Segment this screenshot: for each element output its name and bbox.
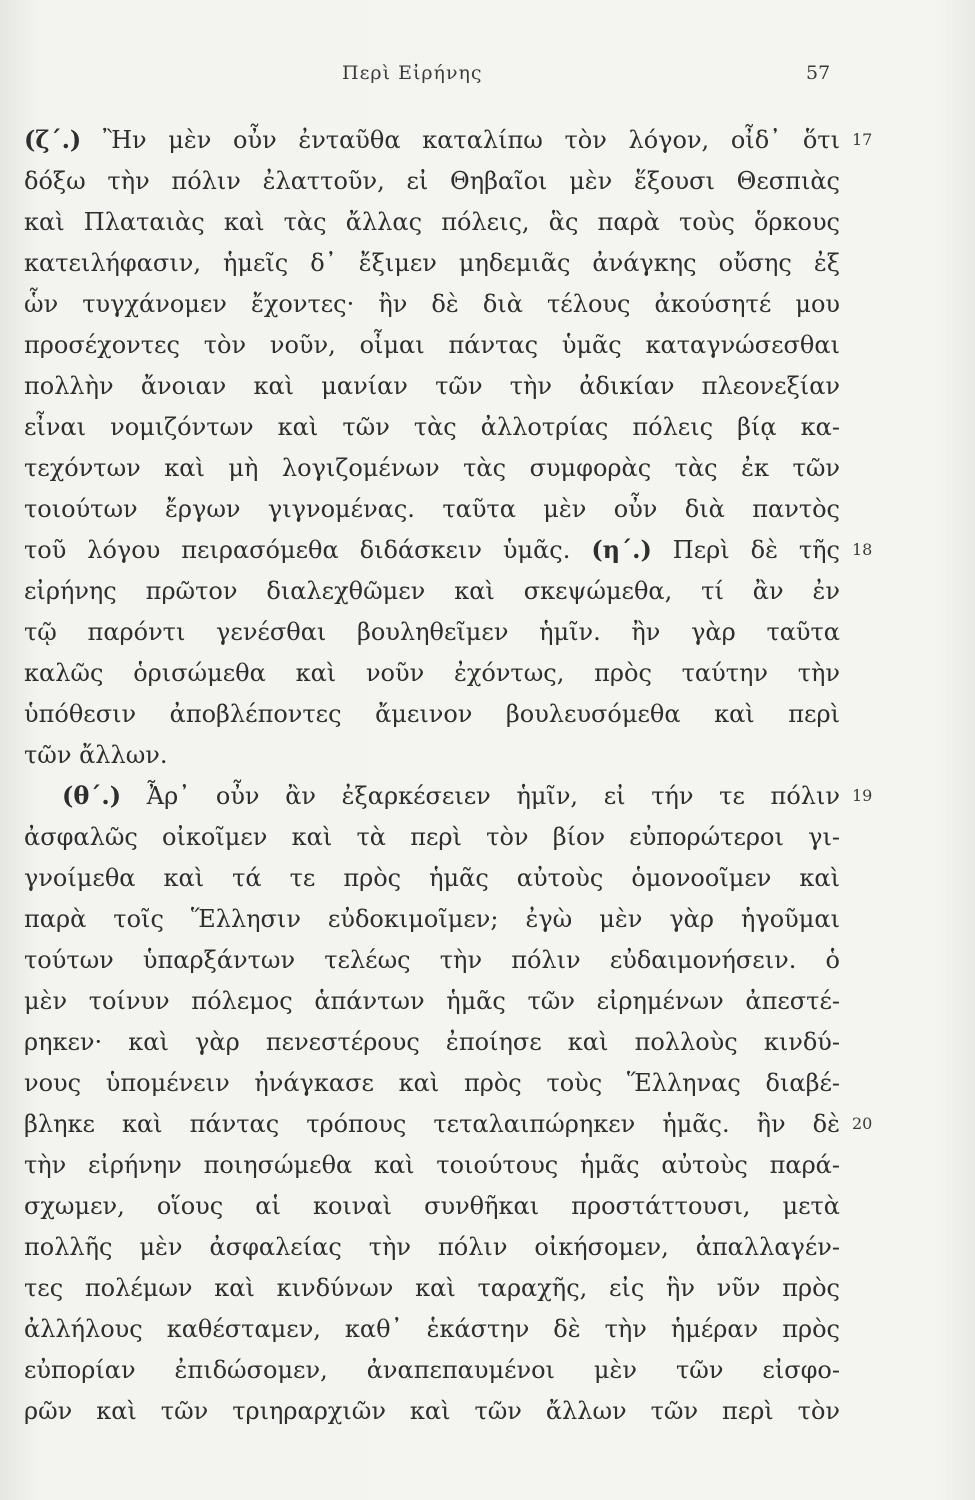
text-line: ρῶν καὶ τῶν τριηραρχιῶν καὶ τῶν ἄλλων τῶν περὶ τὸν [24, 1397, 840, 1425]
section-number: 18 [852, 540, 873, 559]
text-line: βληκε καὶ πάντας τρόπους τεταλαιπώρηκεν ἡμᾶς. ἢν δὲ [24, 1110, 840, 1138]
text-line: καὶ Πλαταιὰς καὶ τὰς ἄλλας πόλεις, ἃς παρὰ τοὺς ὅρκους [24, 208, 840, 236]
text-line: δόξω τὴν πόλιν ἐλαττοῦν, εἰ Θηβαῖοι μὲν ἕξουσι Θεσπιὰς [24, 167, 840, 195]
text-line: ἀσφαλῶς οἰκοῖμεν καὶ τὰ περὶ τὸν βίον εὐπορώτεροι γι- [24, 823, 840, 851]
section-number: 20 [852, 1114, 873, 1133]
section-number: 19 [852, 786, 873, 805]
text-line: μὲν τοίνυν πόλεμος ἁπάντων ἡμᾶς τῶν εἰρημένων ἀπεστέ- [24, 987, 840, 1015]
text-line: προσέχοντες τὸν νοῦν, οἶμαι πάντας ὑμᾶς καταγνώσεσθαι [24, 331, 840, 359]
running-title: Περὶ Εἰρήνης [342, 62, 483, 84]
text-line: ὑπόθεσιν ἀποβλέποντες ἄμεινον βουλευσόμεθα καὶ περὶ [24, 700, 840, 728]
text-line: παρὰ τοῖς Ἕλλησιν εὐδοκιμοῖμεν; ἐγὼ μὲν γὰρ ἡγοῦμαι [24, 905, 840, 933]
text-line: τες πολέμων καὶ κινδύνων καὶ ταραχῆς, εἰς ἣν νῦν πρὸς [24, 1274, 840, 1302]
text-line: ἀλλήλους καθέσταμεν, καθ᾽ ἑκάστην δὲ τὴν ἡμέραν πρὸς [24, 1315, 840, 1343]
text-line: γνοίμεθα καὶ τά τε πρὸς ἡμᾶς αὐτοὺς ὁμονοοῖμεν καὶ [24, 864, 840, 892]
line-text: Ἆρ᾽ οὖν ἂν ἐξαρκέσειεν ἡμῖν, εἰ τήν τε πόλιν [146, 782, 840, 810]
text-line: πολλῆς μὲν ἀσφαλείας τὴν πόλιν οἰκήσομεν, ἀπαλλαγέν- [24, 1233, 840, 1261]
line-text: τοῦ λόγου πειρασόμεθα διδάσκειν ὑμᾶς. [24, 536, 571, 564]
text-line: καλῶς ὁρισώμεθα καὶ νοῦν ἐχόντως, πρὸς ταύτην τὴν [24, 659, 840, 687]
text-line: τεχόντων καὶ μὴ λογιζομένων τὰς συμφορὰς τὰς ἐκ τῶν [24, 454, 840, 482]
text-line: ρηκεν· καὶ γὰρ πενεστέρους ἐποίησε καὶ πολλοὺς κινδύ- [24, 1028, 840, 1056]
text-line: νους ὑπομένειν ἠνάγκασε καὶ πρὸς τοὺς Ἕλληνας διαβέ- [24, 1069, 840, 1097]
text-line: ὧν τυγχάνομεν ἔχοντες· ἢν δὲ διὰ τέλους ἀκούσητέ μου [24, 290, 840, 318]
line-text: Περὶ δὲ τῆς [672, 536, 840, 564]
section-marker: (ζ΄.) [24, 125, 82, 154]
text-line: τῶν ἄλλων. [24, 741, 168, 769]
text-line: εἶναι νομιζόντων καὶ τῶν τὰς ἀλλοτρίας πόλεις βίᾳ κα- [24, 413, 840, 441]
line-text: Ἢν μὲν οὖν ἐνταῦθα καταλίπω τὸν λόγον, οἶδ᾽ ὅτι [102, 126, 840, 154]
text-line [24, 530, 840, 570]
text-line: εἰρήνης πρῶτον διαλεχθῶμεν καὶ σκεψώμεθα, τί ἂν ἐν [24, 577, 840, 605]
text-line: τὴν εἰρήνην ποιησώμεθα καὶ τοιούτους ἡμᾶς αὐτοὺς παρά- [24, 1151, 840, 1179]
text-line: σχωμεν, οἵους αἱ κοιναὶ συνθῆκαι προστάττουσι, μετὰ [24, 1192, 840, 1220]
page-number: 57 [806, 62, 831, 84]
text-line: τοιούτων ἔργων γιγνομένας. ταῦτα μὲν οὖν διὰ παντὸς [24, 495, 840, 523]
text-line: τῷ παρόντι γενέσθαι βουληθεῖμεν ἡμῖν. ἢν γὰρ ταῦτα [24, 618, 840, 646]
section-marker: (η΄.) [591, 535, 652, 564]
text-line: κατειλήφασιν, ἡμεῖς δ᾽ ἔξιμεν μηδεμιᾶς ἀνάγκης οὔσης ἐξ [24, 249, 840, 277]
section-marker: (θ΄.) [62, 781, 122, 810]
text-line [24, 120, 840, 160]
section-number: 17 [852, 130, 873, 149]
text-line: τούτων ὑπαρξάντων τελέως τὴν πόλιν εὐδαιμονήσειν. ὁ [24, 946, 840, 974]
text-line: πολλὴν ἄνοιαν καὶ μανίαν τῶν τὴν ἀδικίαν πλεονεξίαν [24, 372, 840, 400]
text-line: εὐπορίαν ἐπιδώσομεν, ἀναπεπαυμένοι μὲν τῶν εἰσφο- [24, 1356, 840, 1384]
text-line [62, 776, 840, 816]
running-head [0, 62, 975, 92]
